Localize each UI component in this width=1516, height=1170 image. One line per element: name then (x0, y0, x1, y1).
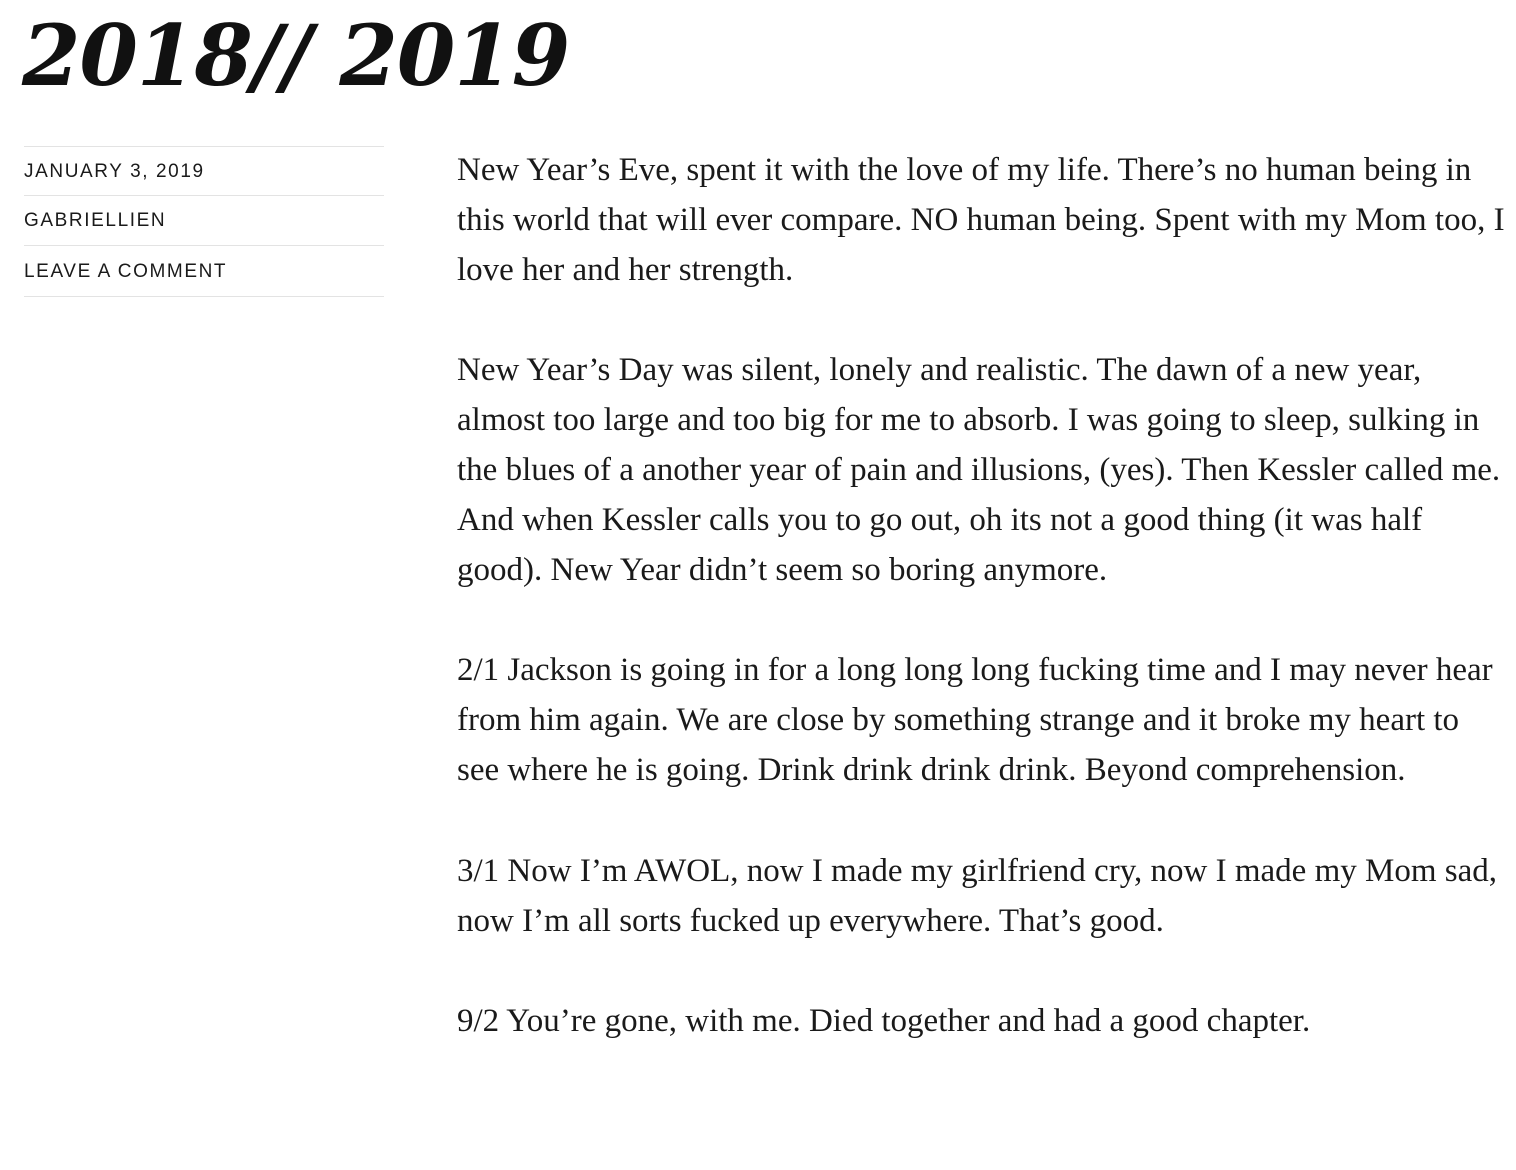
post-paragraph: 2/1 Jackson is going in for a long long long fucking time and I may never hear from him again. We are close by something strange and it broke my heart to see where he is going. Drink drink drink drink. Beyond comprehension. (457, 652, 1493, 788)
post-paragraph: 3/1 Now I’m AWOL, now I made my girlfriend cry, now I made my Mom sad, now I’m all sorts fucked up everywhere. That’s good. (457, 853, 1497, 939)
post-paragraph: New Year’s Day was silent, lonely and realistic. The dawn of a new year, almost too large and too big for me to absorb. I was going to sleep, sulking in the blues of a another year of pain and illusions, (yes). Then Kessler called me. And when Kessler calls you to go out, oh its not a good thing (it was half good). New Year didn’t seem so boring anymore. (457, 352, 1501, 588)
post-paragraph: New Year’s Eve, spent it with the love of my life. There’s no human being in this world that will ever compare. NO human being. Spent with my Mom too, I love her and her strength. (457, 152, 1505, 288)
entry-content (457, 145, 1509, 1096)
post-author-link[interactable]: GABRIELLIEN (24, 196, 384, 246)
post-title: 2018// 2019 (22, 6, 570, 105)
post-date-link[interactable]: JANUARY 3, 2019 (24, 147, 384, 196)
post-paragraph: 9/2 You’re gone, with me. Died together and had a good chapter. (457, 1003, 1311, 1039)
leave-comment-link[interactable]: LEAVE A COMMENT (24, 246, 384, 297)
entry-meta (24, 146, 384, 297)
